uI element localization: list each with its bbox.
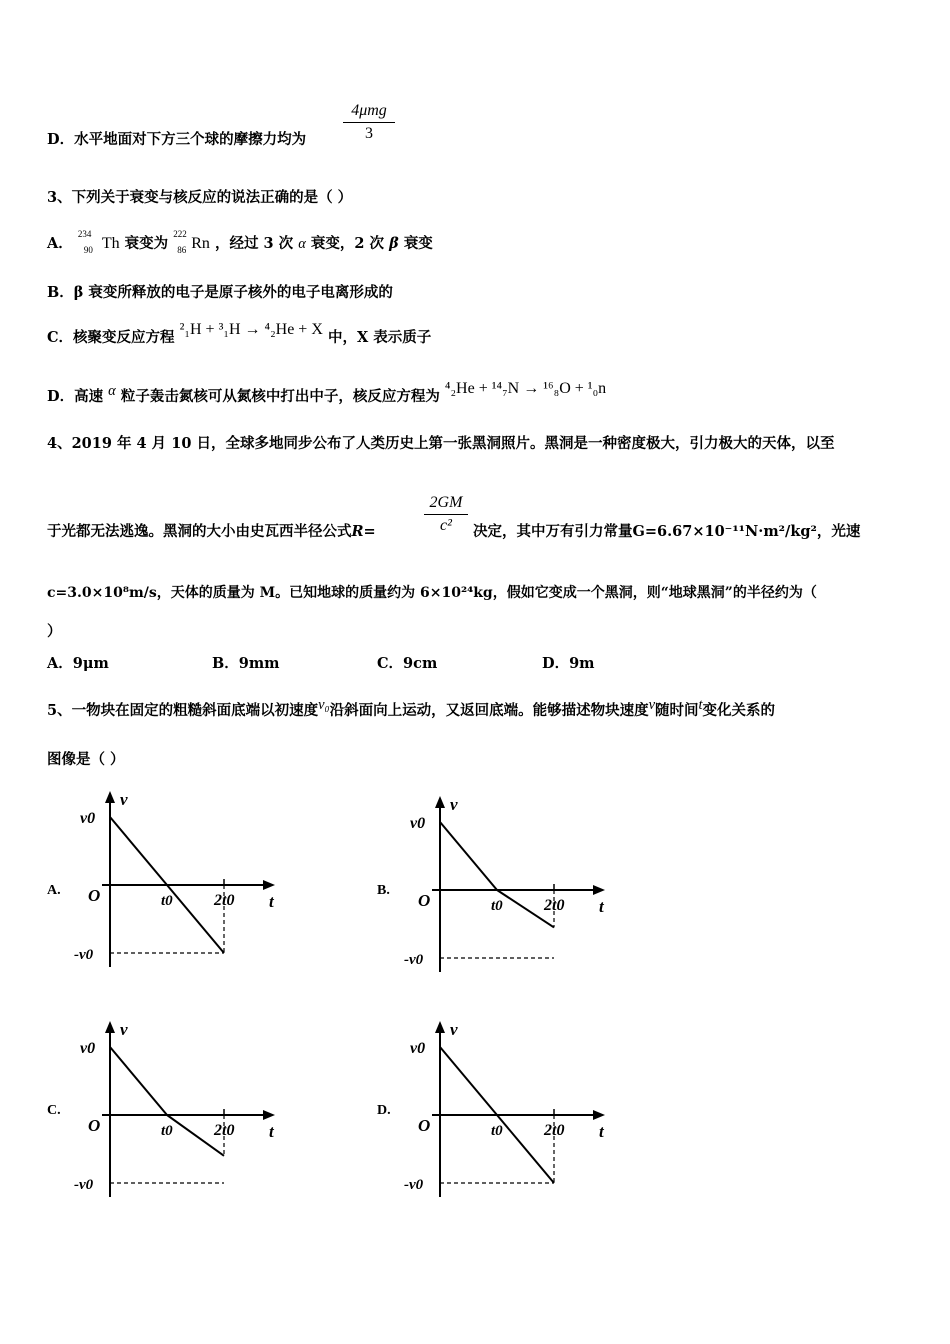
q4-line-2: 于光都无法逃逸。黑洞的大小由史瓦西半径公式R=	[47, 523, 376, 540]
t-axis-label: t	[599, 1122, 604, 1141]
q3-option-d: D．高速 α 粒子轰击氮核可从氮核中打出中子，核反应方程为 ⁴₂He + ¹⁴₇N → ¹⁶₈O + ¹₀n	[47, 380, 607, 405]
t-axis-arrow	[263, 880, 275, 890]
v0-label: v0	[80, 1040, 96, 1057]
schwarzschild-fraction: 2GM c²	[424, 494, 468, 535]
q2-option-d: D．水平地面对下方三个球的摩擦力均为	[47, 131, 307, 148]
t0-label: t0	[491, 1123, 503, 1139]
v-axis-arrow	[105, 1021, 115, 1033]
q2-option-d-fraction: 4μmg 3	[343, 102, 395, 143]
v-axis-label: v	[450, 1020, 458, 1039]
graph-b-label: B.	[377, 883, 390, 898]
velocity-segment-up	[110, 1047, 167, 1115]
origin-label: O	[88, 886, 101, 905]
v-axis-label: v	[120, 1020, 128, 1039]
velocity-segment-up	[440, 1047, 497, 1115]
t0-label: t0	[161, 1123, 173, 1139]
t-axis-label: t	[269, 892, 274, 911]
t-axis-arrow	[593, 885, 605, 895]
v-axis-arrow	[105, 791, 115, 803]
q4-option-a: A．9μm	[47, 655, 109, 672]
velocity-segment-up	[440, 822, 497, 890]
t-axis-label: t	[599, 897, 604, 916]
t-axis-arrow	[263, 1110, 275, 1120]
neg-v0-label: -v0	[74, 1177, 94, 1193]
q5-line-1: 5、一物块在固定的粗糙斜面底端以初速度v₀沿斜面向上运动，又返回底端。能够描述物块速度v随时间t变化关系的	[47, 697, 776, 719]
q4-option-b: B．9mm	[212, 655, 280, 672]
velocity-segment-up	[110, 817, 167, 885]
velocity-graph-b	[400, 790, 620, 980]
velocity-graph-a	[70, 785, 290, 975]
2t0-label: 2t0	[544, 1122, 565, 1139]
t0-label: t0	[161, 893, 173, 909]
q4-line-3: c=3.0×10⁸m/s，天体的质量为 M。已知地球的质量约为 6×10²⁴kg，假如它变成一个黑洞，则“地球黑洞”的半径约为（	[47, 585, 817, 601]
2t0-label: 2t0	[214, 892, 235, 909]
2t0-label: 2t0	[214, 1122, 235, 1139]
2t0-label: 2t0	[544, 897, 565, 914]
origin-label: O	[418, 891, 431, 910]
q3-stem: 3、下列关于衰变与核反应的说法正确的是（ ）	[47, 189, 353, 206]
q3-option-c: C．核聚变反应方程 ²₁H + ³₁H → ⁴₂He + X 中，X 表示质子	[47, 321, 432, 346]
thorium-nuclide: 234 90 Th	[77, 229, 120, 255]
neg-v0-label: -v0	[404, 952, 424, 968]
q4-option-c: C．9cm	[377, 655, 438, 672]
v-axis-arrow	[435, 796, 445, 808]
velocity-graph-d	[400, 1015, 620, 1205]
velocity-graph-c	[70, 1015, 290, 1205]
q4-line-4: ）	[47, 623, 62, 640]
graph-a-label: A.	[47, 883, 61, 898]
graph-c-label: C.	[47, 1103, 61, 1118]
graph-d-label: D.	[377, 1103, 391, 1118]
v-axis-arrow	[435, 1021, 445, 1033]
q4-option-d: D．9m	[542, 655, 595, 672]
v0-label: v0	[410, 815, 426, 832]
q4-line-1: 4、2019 年 4 月 10 日，全球多地同步公布了人类历史上第一张黑洞照片。黑洞是一种密度极大，引力极大的天体，以至	[47, 435, 835, 452]
q5-line-2: 图像是（ ）	[47, 751, 125, 768]
q3-option-b: B．β 衰变所释放的电子是原子核外的电子电离形成的	[47, 284, 393, 301]
v0-label: v0	[80, 810, 96, 827]
radon-nuclide: 222 86 Rn	[173, 229, 210, 255]
v0-label: v0	[410, 1040, 426, 1057]
v-axis-label: v	[450, 795, 458, 814]
origin-label: O	[88, 1116, 101, 1135]
t-axis-label: t	[269, 1122, 274, 1141]
t0-label: t0	[491, 898, 503, 914]
t-axis-arrow	[593, 1110, 605, 1120]
origin-label: O	[418, 1116, 431, 1135]
q3-option-a: A． 234 90 Th 衰变为 222 86 Rn ，经过 3 次 α 衰变，2 次 β 衰变	[47, 229, 433, 255]
v-axis-label: v	[120, 790, 128, 809]
neg-v0-label: -v0	[74, 947, 94, 963]
q4-line-2-tail: 决定，其中万有引力常量G=6.67×10⁻¹¹N·m²/kg²，光速	[473, 523, 861, 540]
fusion-equation: ²₁H + ³₁H → ⁴₂He + X	[179, 321, 323, 338]
nuclear-equation: ⁴₂He + ¹⁴₇N → ¹⁶₈O + ¹₀n	[444, 380, 607, 397]
neg-v0-label: -v0	[404, 1177, 424, 1193]
